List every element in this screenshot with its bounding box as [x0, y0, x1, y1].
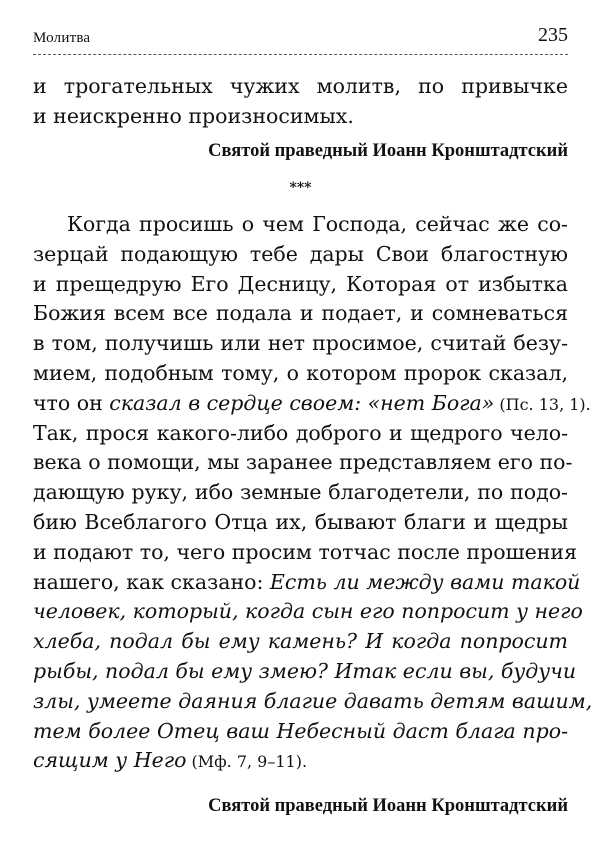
italic-quote: сящим у Него — [33, 748, 187, 773]
text-run: бию Всеблагого Отца их, бывают благи и щедры — [33, 509, 568, 534]
text-line: и неискренно произносимых. — [33, 103, 354, 128]
section2-text — [33, 210, 593, 776]
text-run: зерцай подающую тебе дары Свои благостную — [33, 241, 568, 266]
text-run: дающую руку, ибо земные благодетели, по подо- — [33, 480, 568, 505]
text-line — [33, 597, 583, 627]
text-line — [33, 210, 568, 240]
text-run: века о помощи, мы заранее представляем его по- — [33, 450, 573, 475]
author-attribution: Святой праведный Иоанн Кронштадтский — [208, 141, 568, 161]
text-run: и прещедрую Его Десницу, Которая от избытка — [33, 271, 568, 296]
text-line — [33, 687, 593, 717]
text-run: нашего, как сказано: — [33, 569, 270, 594]
page-header — [33, 24, 568, 54]
text-run: мием, подобным тому, о котором пророк сказал, — [33, 360, 568, 385]
text-line — [33, 717, 568, 747]
italic-quote: злы, умеете даяния благие давать детям вашим, — [33, 688, 593, 713]
text-run: что он — [33, 390, 110, 415]
text-run: Когда просишь о чем Господа, сейчас же со- — [67, 212, 568, 236]
text-run: в том, получишь или нет просимое, считай безу- — [33, 331, 568, 356]
italic-quote: тем более Отец ваш Небесный даст блага про- — [33, 718, 568, 743]
text-line — [33, 627, 568, 657]
italic-quote: сказал в сердце своем: «нет Бога» — [109, 390, 495, 415]
text-line — [33, 419, 568, 449]
italic-quote: рыбы, подал бы ему змею? Итак если вы, будучи — [33, 658, 577, 683]
scripture-reference: (Пс. 13, 1). — [494, 394, 591, 414]
text-line — [33, 299, 568, 329]
text-line: и трогательных чужих молитв, по привычке — [33, 74, 568, 98]
text-line — [33, 389, 591, 419]
italic-quote: хлеба, подал бы ему камень? И когда попросит — [33, 629, 568, 654]
italic-quote: Есть ли между вами такой — [269, 569, 581, 594]
author-attribution: Святой праведный Иоанн Кронштадтский — [208, 796, 568, 816]
text-line — [33, 448, 573, 478]
text-line — [33, 240, 568, 270]
page-number: 235 — [538, 24, 568, 46]
text-run: Божия всем все подала и подает, и сомневаться — [33, 301, 568, 326]
text-line — [33, 329, 568, 359]
section1-text — [33, 72, 568, 132]
header-rule — [33, 54, 568, 55]
scripture-reference: (Мф. 7, 9–11). — [186, 752, 308, 772]
text-line — [33, 359, 568, 389]
text-line — [33, 657, 577, 687]
text-line — [33, 538, 578, 568]
text-run: Так, прося какого-либо доброго и щедрого чело- — [33, 420, 568, 445]
running-title: Молитва — [33, 30, 91, 46]
section-separator: *** — [289, 180, 312, 196]
text-run: и подают то, чего просим тотчас после прошения — [33, 539, 578, 564]
text-line — [33, 270, 568, 300]
text-line — [33, 478, 568, 508]
text-line — [33, 746, 568, 776]
italic-quote: человек, который, когда сын его попросит у него — [33, 599, 583, 624]
text-line — [33, 568, 581, 598]
text-line — [33, 508, 568, 538]
